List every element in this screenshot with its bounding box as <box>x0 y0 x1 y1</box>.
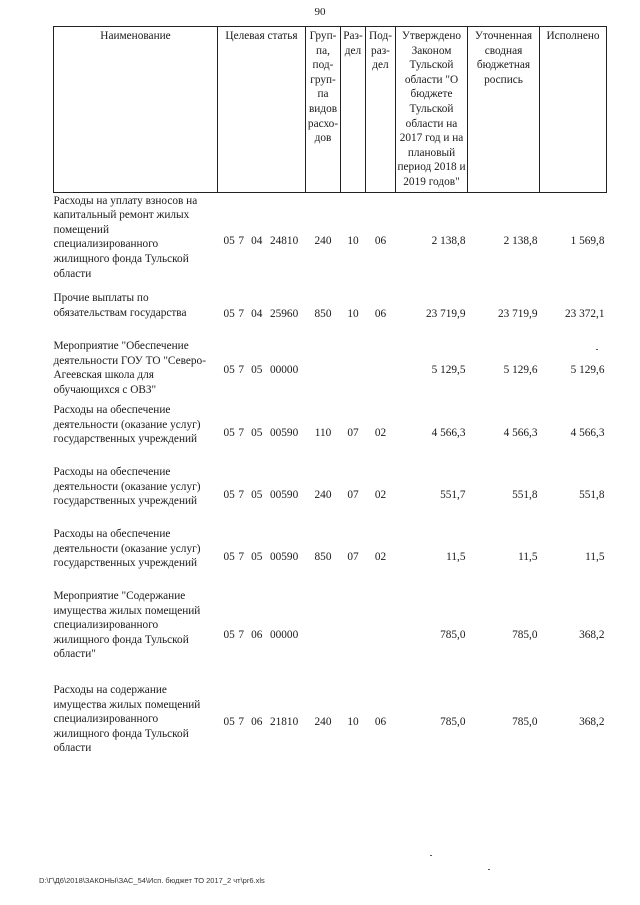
target-article-part: 00000 <box>269 363 299 376</box>
target-article-part: 7 <box>238 488 244 501</box>
row-target-article <box>218 682 306 762</box>
target-article-part: 05 <box>223 234 235 247</box>
row-target-article <box>218 402 306 464</box>
row-section: 10 <box>347 307 359 320</box>
row-approved: 2 138,8 <box>431 234 466 247</box>
row-expense-group: 850 <box>314 550 332 563</box>
header-approved: Утверждено Законом Тульской области "О бюджете Тульской области на 2017 год и на плановый период 2018 и 2019 годов" <box>396 27 468 193</box>
row-executed: 1 569,8 <box>570 234 605 247</box>
row-expense-group <box>306 588 341 682</box>
row-revised: 2 138,8 <box>503 234 538 247</box>
row-revised: 23 719,9 <box>497 307 538 320</box>
target-article-part: 06 <box>251 628 263 641</box>
row-revised: 5 129,6 <box>503 363 538 376</box>
row-section: 07 <box>347 426 359 439</box>
row-executed: 4 566,3 <box>570 426 605 439</box>
header-row <box>54 27 607 193</box>
row-target-article <box>218 192 306 290</box>
target-article-part: 7 <box>238 234 244 247</box>
row-name: Мероприятие "Обеспечение деятельности ГОУ ТО "Северо-Агеевская школа для обучающихся с ОВЗ" <box>53 340 206 396</box>
footer-file-path: D:\Г\Д6\2018\ЗАКОНЫ\ЗАС_54\Исп. бюджет ТО 2017_2 чт\pr6.xls <box>39 876 265 885</box>
target-article-part: 7 <box>238 307 244 320</box>
row-section: 07 <box>347 488 359 501</box>
target-article-part: 25960 <box>269 307 299 320</box>
target-article-part: 7 <box>238 628 244 641</box>
row-name: Прочие выплаты по обязательствам государства <box>53 292 187 319</box>
page-number: 90 <box>314 6 326 18</box>
row-section: 07 <box>347 550 359 563</box>
row-executed: 5 129,6 <box>570 363 605 376</box>
target-article-part: 05 <box>251 550 263 563</box>
row-name: Расходы на уплату взносов на капитальный ремонт жилых помещений специализированного жилищного фонда Тульской области <box>53 194 198 280</box>
table-row <box>54 526 607 588</box>
target-article-part: 05 <box>251 426 263 439</box>
row-approved: 785,0 <box>440 715 466 728</box>
target-article-part: 06 <box>251 715 263 728</box>
row-revised: 11,5 <box>518 550 538 563</box>
target-article-part: 05 <box>223 363 235 376</box>
row-name: Расходы на обеспечение деятельности (оказание услуг) государственных учреждений <box>53 466 201 508</box>
row-approved: 23 719,9 <box>425 307 466 320</box>
target-article-part: 00000 <box>269 628 299 641</box>
header-target-article: Целевая статья <box>218 27 306 193</box>
budget-table <box>53 26 607 762</box>
header-section: Раз-дел <box>341 27 366 193</box>
target-article-part: 7 <box>238 715 244 728</box>
row-subsection: 06 <box>374 234 387 247</box>
row-executed: 11,5 <box>585 550 605 563</box>
row-target-article <box>218 464 306 526</box>
header-executed: Исполнено <box>540 27 607 193</box>
row-target-article <box>218 588 306 682</box>
row-name: Расходы на обеспечение деятельности (оказание услуг) государственных учреждений <box>53 404 201 446</box>
table-row <box>54 682 607 762</box>
row-target-article <box>218 290 306 338</box>
row-subsection: 02 <box>374 488 387 501</box>
row-name: Расходы на обеспечение деятельности (оказание услуг) государственных учреждений <box>53 528 201 570</box>
row-subsection: 02 <box>374 426 387 439</box>
row-approved: 551,7 <box>440 488 466 501</box>
row-executed: 368,2 <box>579 628 605 641</box>
row-expense-group: 240 <box>314 234 332 247</box>
target-article-part: 05 <box>223 715 235 728</box>
header-subsection: Под-раз-дел <box>366 27 396 193</box>
row-expense-group: 110 <box>314 426 332 439</box>
row-section <box>341 338 366 402</box>
row-section: 10 <box>347 234 359 247</box>
table-row <box>54 464 607 526</box>
row-name: Мероприятие "Содержание имущества жилых помещений специализированного жилищного фонда Тульской области" <box>53 590 201 661</box>
target-article-part: 05 <box>251 363 263 376</box>
target-article-part: 05 <box>223 488 235 501</box>
row-approved: 785,0 <box>440 628 466 641</box>
row-revised: 785,0 <box>512 628 538 641</box>
row-subsection: 06 <box>374 715 387 728</box>
target-article-part: 04 <box>251 234 263 247</box>
row-section: 10 <box>347 715 359 728</box>
row-revised: 551,8 <box>512 488 538 501</box>
row-section <box>341 588 366 682</box>
table-row <box>54 290 607 338</box>
target-article-part: 05 <box>223 550 235 563</box>
row-revised: 4 566,3 <box>503 426 538 439</box>
target-article-part: 04 <box>251 307 263 320</box>
row-expense-group: 240 <box>314 715 332 728</box>
target-article-part: 05 <box>223 628 235 641</box>
target-article-part: 7 <box>238 363 244 376</box>
row-approved: 5 129,5 <box>431 363 466 376</box>
header-expense-group: Груп-па, под-груп-па видов расхо-дов <box>306 27 341 193</box>
row-subsection: 02 <box>374 550 387 563</box>
row-name: Расходы на содержание имущества жилых помещений специализированного жилищного фонда Тульской области <box>53 684 201 755</box>
row-expense-group: 240 <box>314 488 332 501</box>
target-article-part: 7 <box>238 426 244 439</box>
row-expense-group <box>306 338 341 402</box>
table-row <box>54 588 607 682</box>
row-approved: 4 566,3 <box>431 426 466 439</box>
row-expense-group: 850 <box>314 307 332 320</box>
row-subsection <box>366 588 396 682</box>
table-row <box>54 338 607 402</box>
row-revised: 785,0 <box>512 715 538 728</box>
target-article-part: 21810 <box>269 715 299 728</box>
row-executed: 368,2 <box>579 715 605 728</box>
target-article-part: 00590 <box>269 488 299 501</box>
row-approved: 11,5 <box>446 550 466 563</box>
target-article-part: 24810 <box>269 234 299 247</box>
table-row <box>54 192 607 290</box>
row-executed: 551,8 <box>579 488 605 501</box>
header-revised: Уточненная сводная бюджетная роспись <box>468 27 540 193</box>
target-article-part: 05 <box>251 488 263 501</box>
row-target-article <box>218 338 306 402</box>
target-article-part: 05 <box>223 307 235 320</box>
row-target-article <box>218 526 306 588</box>
row-subsection: 06 <box>374 307 387 320</box>
header-name: Наименование <box>54 27 218 193</box>
target-article-part: 00590 <box>269 550 299 563</box>
target-article-part: 00590 <box>269 426 299 439</box>
target-article-part: 05 <box>223 426 235 439</box>
row-subsection <box>366 338 396 402</box>
target-article-part: 7 <box>238 550 244 563</box>
table-row <box>54 402 607 464</box>
row-executed: 23 372,1 <box>564 307 605 320</box>
